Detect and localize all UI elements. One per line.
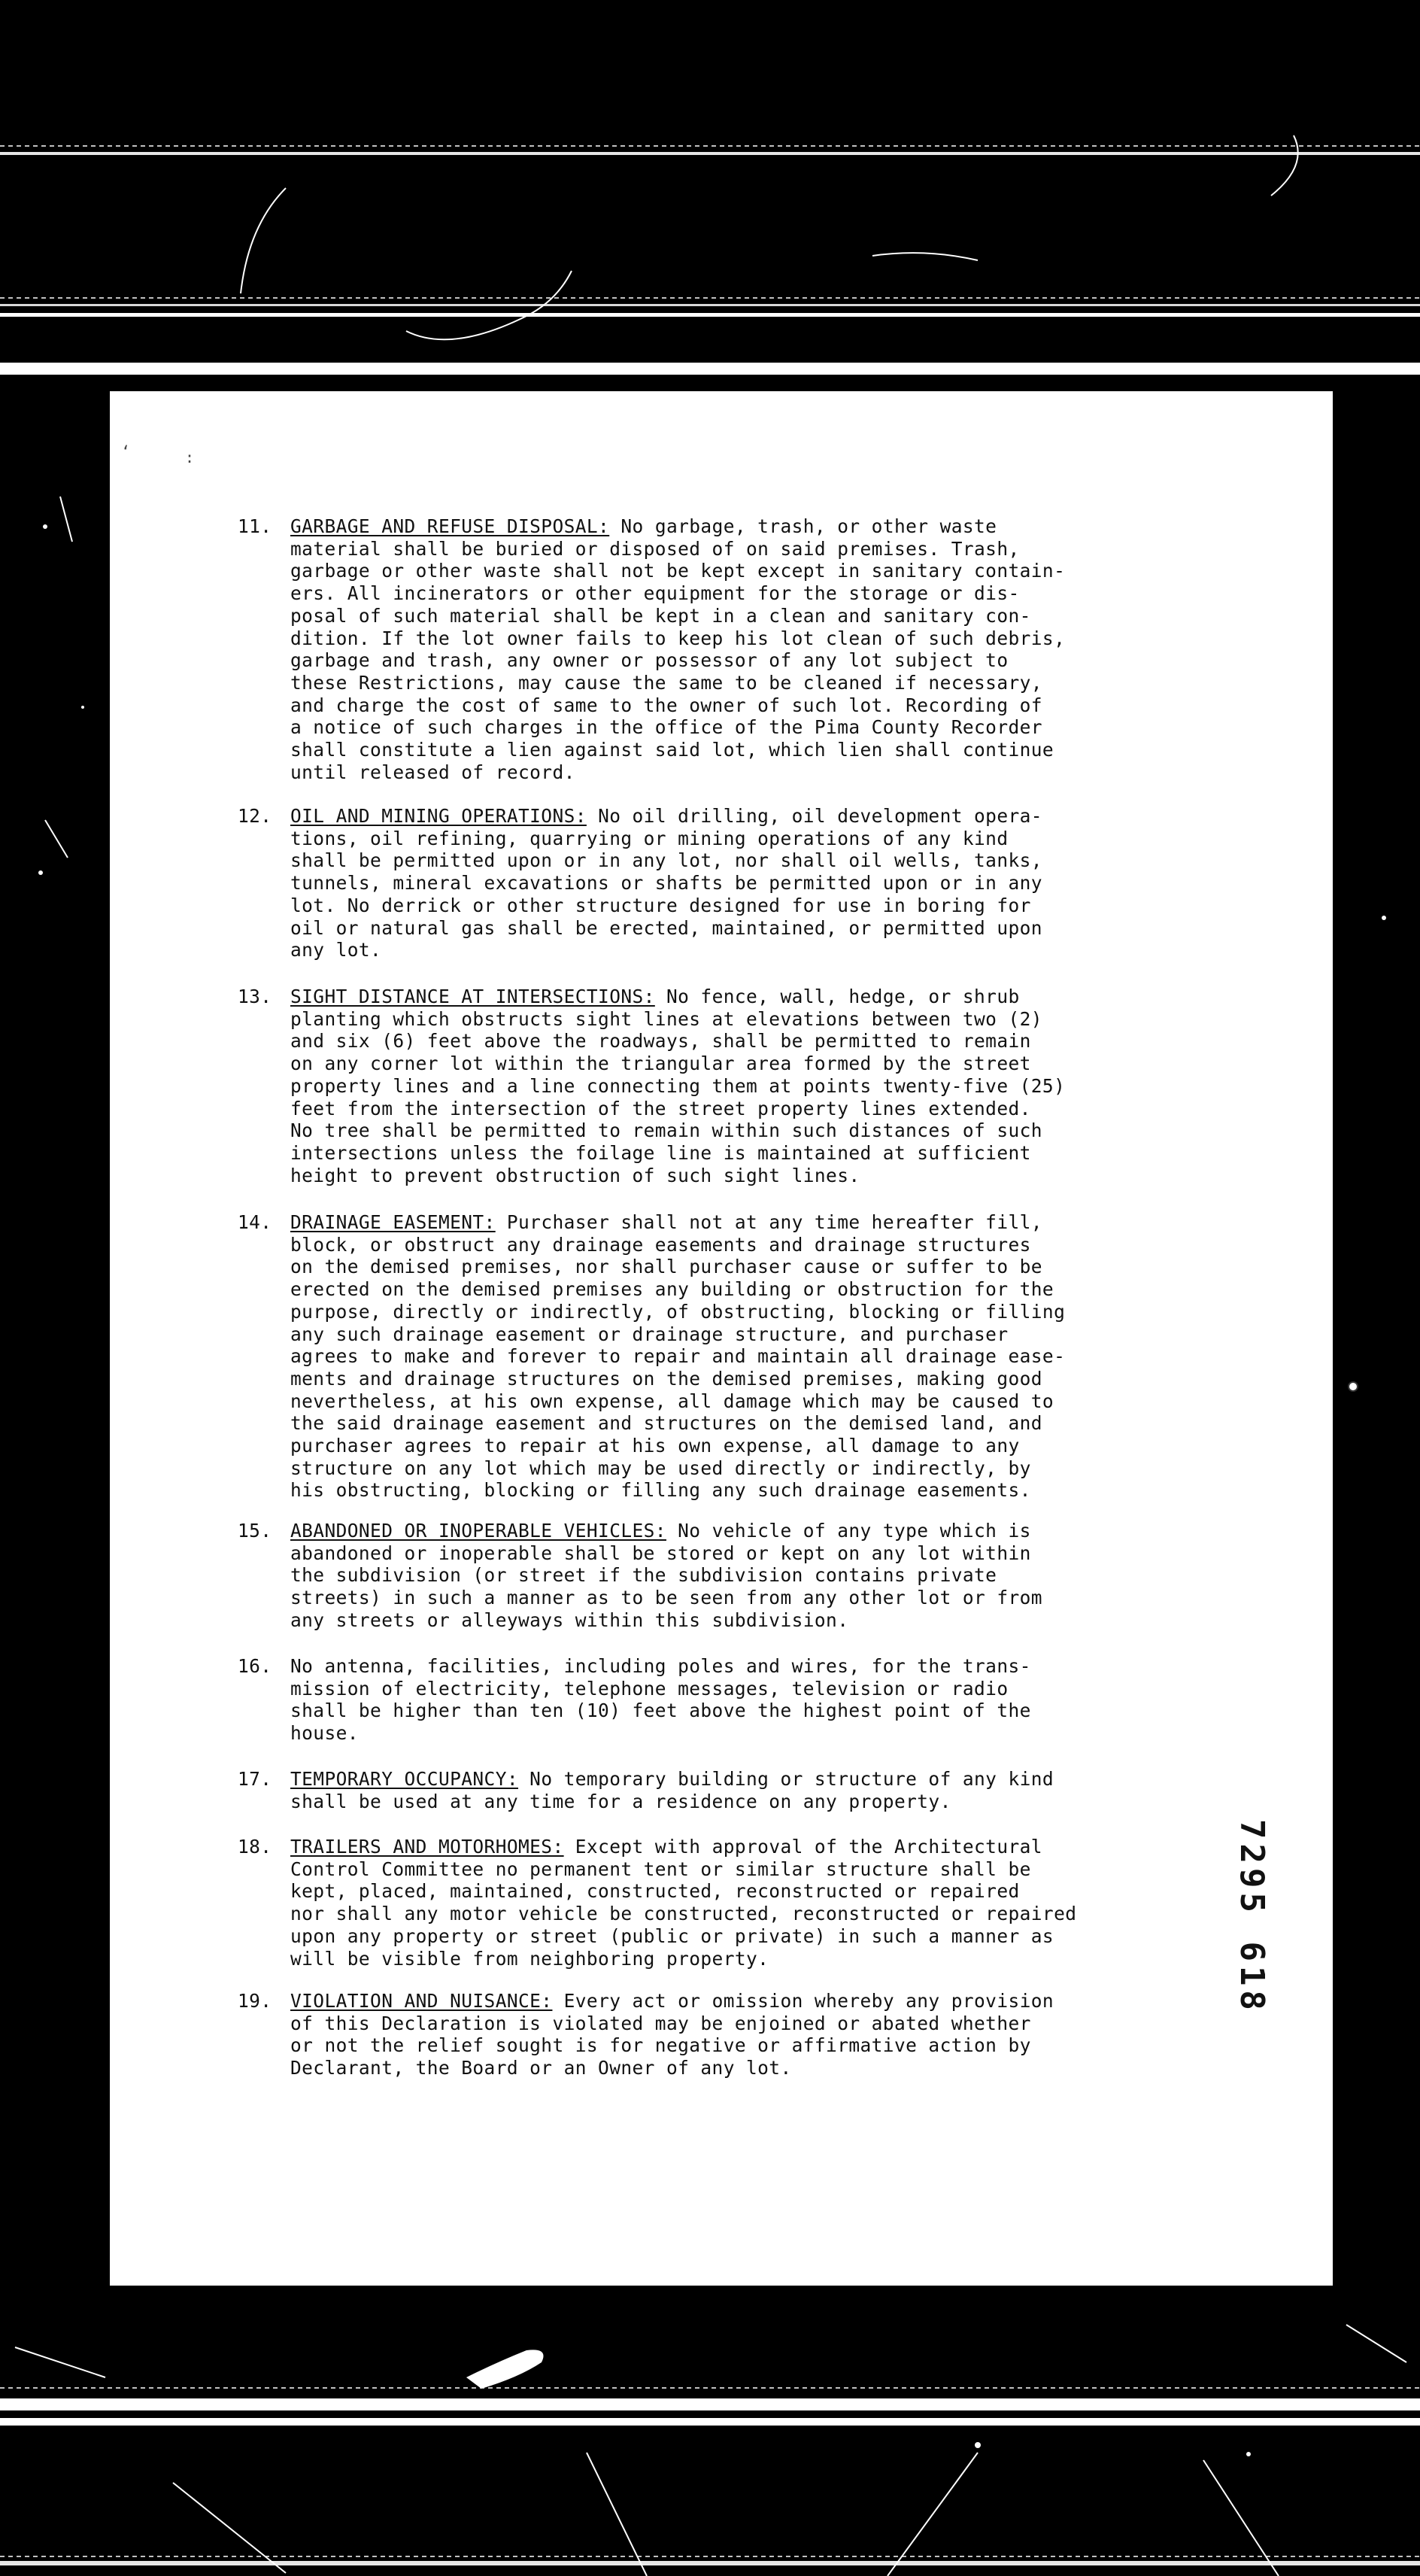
clause-12: [238, 805, 1268, 961]
clause-15: [238, 1520, 1268, 1632]
margin-tick: :: [185, 448, 195, 466]
clause-body: [290, 515, 1268, 783]
clause-heading: GARBAGE AND REFUSE DISPOSAL:: [290, 515, 610, 537]
clause-14: [238, 1211, 1268, 1502]
clause-body: [290, 1655, 1268, 1745]
clause-text: No oil drilling, oil development opera- tions, oil refining, quarrying or mining operations of any kind shall be permitted upon or in any lot, nor shall oil wells, tanks, tunnels, mineral excavations or shafts be permitted upon or in any lot. No derrick or other structure designed for use in boring for oil or natural gas shall be erected, maintained, or permitted upon any lot.: [290, 805, 1042, 961]
clause-number: 19.: [238, 1990, 272, 2012]
clause-number: 12.: [238, 805, 272, 827]
clause-heading: TEMPORARY OCCUPANCY:: [290, 1768, 519, 1790]
clause-body: [290, 1520, 1268, 1632]
clause-body: [290, 1211, 1268, 1502]
clause-heading: TRAILERS AND MOTORHOMES:: [290, 1836, 564, 1858]
margin-hole-icon: [1348, 1381, 1358, 1392]
clause-body: [290, 1768, 1268, 1812]
clause-heading: VIOLATION AND NUISANCE:: [290, 1990, 553, 2012]
recording-number: 7295 618: [1233, 1819, 1271, 2015]
clause-text: Purchaser shall not at any time hereafter fill, block, or obstruct any drainage easements and drainage structures on the demised premises, nor shall purchaser cause or suffer to be erected on the demised premises any building or obstruction for the purpose, directly or indirectly, of obstructing, blocking or filling any such drainage easement or drainage structure, and purchaser agrees to make and forever to repair and maintain all drainage ease- ments and drainage structures on the demised premises, making good nevertheless, at his own expense, all damage which may be caused to the said drainage easement and structures on the demised land, and purchaser agrees to repair at his own expense, all damage to any structure on any lot which may be used directly or indirectly, by his obstructing, blocking or filling any such drainage easements.: [290, 1211, 1066, 1502]
clause-text: Every act or omission whereby any provision of this Declaration is violated may be enjoined or abated whether or not the relief sought is for negative or affirmative action by Declarant, the Board or an Owner of any lot.: [290, 1990, 1054, 2079]
clause-17: [238, 1768, 1268, 1812]
clause-text: Except with approval of the Architectural Control Committee no permanent tent or similar structure shall be kept, placed, maintained, constructed, reconstructed or repaired nor shall any motor vehicle be constructed, reconstructed or repaired upon any property or street (public or private) in such a manner as will be visible from neighboring property.: [290, 1836, 1077, 1970]
clause-11: [238, 515, 1268, 783]
clause-heading: SIGHT DISTANCE AT INTERSECTIONS:: [290, 986, 655, 1007]
clause-text: No antenna, facilities, including poles and wires, for the trans- mission of electricity, telephone messages, television or radio shall be higher than ten (10) feet above the highest point of the house.: [290, 1655, 1031, 1745]
clause-text: No fence, wall, hedge, or shrub planting which obstructs sight lines at elevations between two (2) and six (6) feet above the roadways, shall be permitted to remain on any corner lot within the triangular area formed by the street property lines and a line connecting them at points twenty-five (25) feet from the intersection of the street property lines extended. No tree shall be permitted to remain within such distances of such intersections unless the foilage line is maintained at sufficient height to prevent obstruction of such sight lines.: [290, 986, 1066, 1186]
clause-16: [238, 1655, 1268, 1745]
clause-heading: OIL AND MINING OPERATIONS:: [290, 805, 587, 827]
clause-number: 11.: [238, 515, 272, 537]
clause-number: 13.: [238, 986, 272, 1007]
clause-body: [290, 805, 1268, 961]
clause-text: No vehicle of any type which is abandoned or inoperable shall be stored or kept on any lot within the subdivision (or street if the subdivision contains private streets) in such a manner as to be seen from any other lot or from any streets or alleyways within this subdivision.: [290, 1520, 1042, 1631]
clause-19: [238, 1990, 1268, 2079]
clause-text: No garbage, trash, or other waste material shall be buried or disposed of on said premises. Trash, garbage or other waste shall not be kept except in sanitary contain- ers. All incinerators or other equipment for the storage or dis- posal of such material shall be kept in a clean and sanitary con- dition. If the lot owner fails to keep his lot clean of such debris, garbage and trash, any owner or possessor of any lot subject to these Restrictions, may cause the same to be cleaned if necessary, and charge the cost of same to the owner of such lot. Recording of a notice of such charges in the office of the Pima County Recorder shall constitute a lien against said lot, which lien shall continue until released of record.: [290, 515, 1066, 783]
clause-body: [290, 1836, 1268, 1970]
clause-number: 17.: [238, 1768, 272, 1790]
clause-body: [290, 1990, 1268, 2079]
clause-number: 14.: [238, 1211, 272, 1233]
clause-body: [290, 986, 1268, 1186]
clause-number: 15.: [238, 1520, 272, 1542]
clause-number: 18.: [238, 1836, 272, 1858]
document-page: [110, 391, 1333, 2286]
clause-number: 16.: [238, 1655, 272, 1677]
margin-tick: ‘: [121, 442, 131, 460]
clause-heading: ABANDONED OR INOPERABLE VEHICLES:: [290, 1520, 666, 1542]
clause-text: No temporary building or structure of any kind shall be used at any time for a residence on any property.: [290, 1768, 1054, 1812]
clause-18: [238, 1836, 1268, 1970]
clause-13: [238, 986, 1268, 1186]
clause-heading: DRAINAGE EASEMENT:: [290, 1211, 496, 1233]
